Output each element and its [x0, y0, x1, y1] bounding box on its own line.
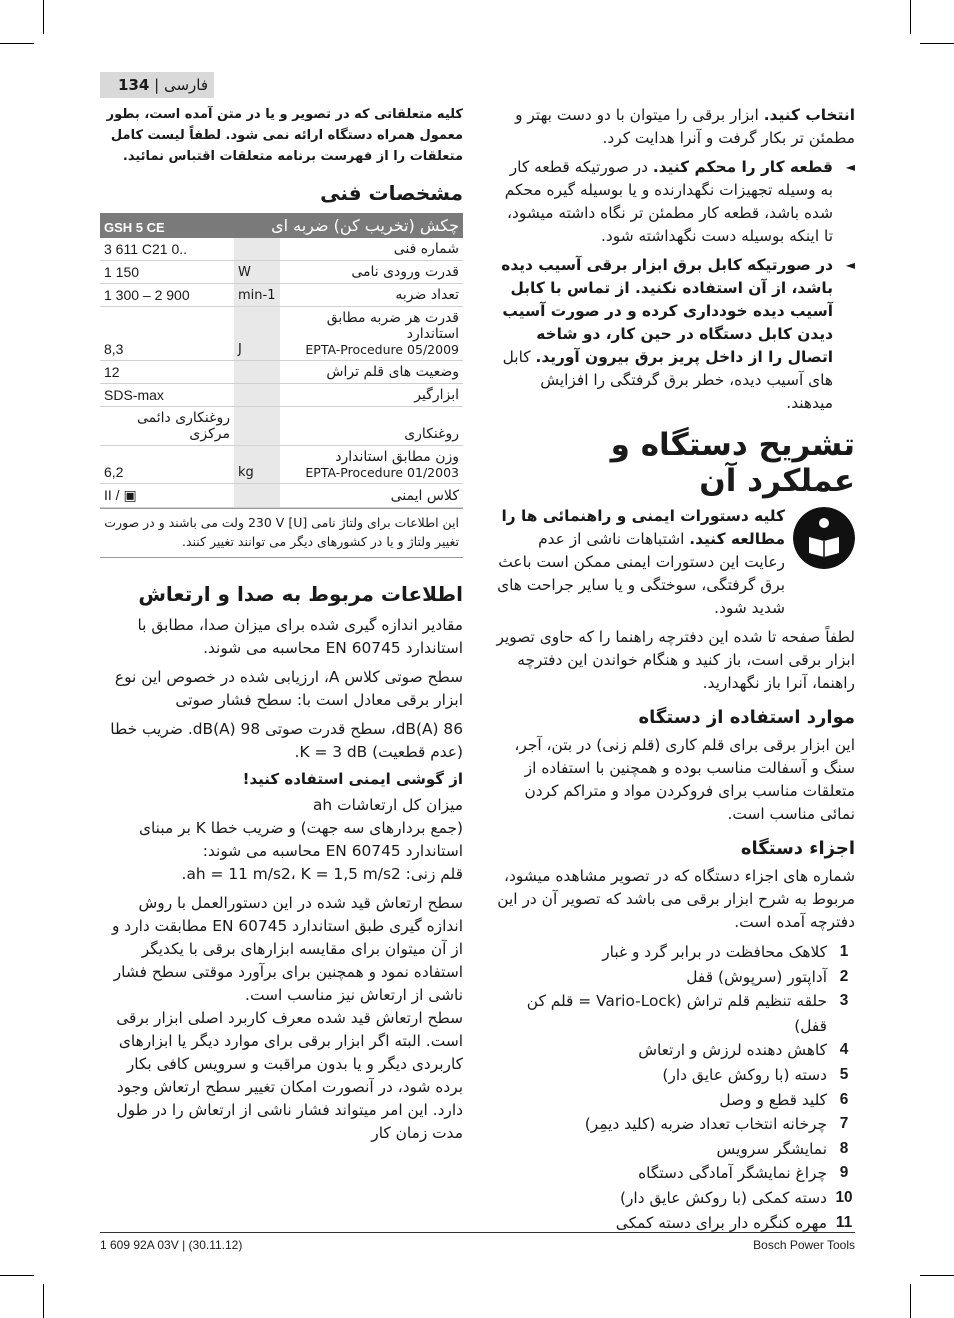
part-text: آداپتور (سرپوش) قفل: [686, 967, 827, 986]
bold-text: قطعه کار را محکم کنید.: [652, 158, 833, 176]
row-label-text: قدرت هر ضربه مطابق استاندارد: [326, 310, 459, 342]
main-heading: تشریح دستگاه و عملکرد آن: [610, 427, 855, 499]
row-unit: J: [234, 307, 280, 361]
right-column: [495, 104, 855, 1235]
footer-doc-id: 1 609 92A 03V | (30.11.12): [100, 1238, 243, 1252]
fold-note: لطفاً صفحه تا شده این دفترچه راهنما را که حاوی تصویر ابزار برقی است، باز کنید و هنگام خواندن این دفترچه راهنما، آنرا باز نگهدارید.: [496, 628, 855, 692]
row-label: وضعیت های قلم تراش: [280, 361, 463, 384]
crop-mark: [0, 43, 34, 44]
vibration-paragraph: (جمع بردارهای سه جهت) و ضریب خطا K بر مبنای استاندارد EN 60745 محاسبه می شوند:: [138, 819, 463, 860]
row-label: [280, 446, 463, 484]
row-label-text: وزن مطابق استاندارد: [335, 449, 459, 465]
vibration-paragraph: میزان کل ارتعاشات ah: [313, 796, 463, 814]
part-text: چرخانه انتخاب تعداد ضربه (کلید دیمِر): [584, 1115, 827, 1134]
footer-brand: Bosch Power Tools: [753, 1238, 855, 1252]
part-text: کلاهک محافظت در برابر گرد و غبار: [602, 943, 827, 961]
list-item: [495, 989, 855, 1038]
part-text: چراغ نمایشگر آمادگی دستگاه: [638, 1164, 827, 1183]
crop-mark: [43, 0, 44, 34]
tech-heading: مشخصات فنی: [320, 181, 463, 205]
page-header: [100, 72, 214, 98]
list-item: [495, 1112, 855, 1137]
table-head-model: GSH 5 CE: [100, 213, 234, 238]
ear-protection-warning: از گوشی ایمنی استفاده کنید!: [242, 770, 463, 788]
noise-paragraph: 86 dB(A)، سطح قدرت صوتی 98 dB(A). ضریب خطا (عدم قطعیت) K = 3 dB.: [110, 720, 463, 761]
part-text: مهره کنگره دار برای دسته کمکی: [615, 1213, 827, 1232]
row-unit: [234, 384, 280, 407]
row-unit: W: [234, 261, 280, 284]
part-number: 10: [835, 1188, 853, 1206]
part-text: نمایشگر سرویس: [716, 1139, 827, 1158]
list-item: [495, 1161, 855, 1186]
row-label-sub: EPTA-Procedure 01/2003: [305, 465, 459, 480]
row-value: SDS-max: [100, 384, 234, 407]
list-item: [495, 1186, 855, 1211]
bold-text: انتخاب کنید.: [763, 106, 855, 124]
row-unit: [234, 407, 280, 446]
footer-divider: [100, 1232, 855, 1233]
row-unit: [234, 361, 280, 384]
table-row: [100, 307, 463, 361]
part-number: 4: [839, 1041, 849, 1059]
table-head-label: چکش (تخریب کن) ضربه ای: [234, 213, 463, 238]
body-text: کابل های آسیب دیده، خطر برق گرفتگی را افزایش میدهند.: [502, 348, 833, 412]
handle-paragraph: [495, 104, 855, 150]
row-value: 3 611 C21 0..: [100, 238, 234, 261]
row-unit: [234, 484, 280, 508]
row-label: شماره فنی: [280, 238, 463, 261]
bullet-item: [495, 254, 855, 415]
part-number: 3: [839, 992, 849, 1010]
row-value: 1 150: [100, 261, 234, 284]
page-number: 134: [118, 76, 150, 94]
row-value: II / ▣: [100, 484, 234, 508]
use-heading: موارد استفاده از دستگاه: [638, 707, 855, 728]
part-text: دسته (با روکش عایق دار): [662, 1065, 827, 1084]
row-label: کلاس ایمنی: [280, 484, 463, 508]
row-value: 8,3: [100, 307, 234, 361]
part-number: 5: [839, 1065, 849, 1083]
table-row: [100, 407, 463, 446]
table-row: [100, 484, 463, 508]
part-number: 9: [839, 1164, 849, 1182]
part-number: 6: [839, 1090, 849, 1108]
part-number: 2: [839, 967, 849, 985]
table-row: [100, 384, 463, 407]
parts-heading: اجزاء دستگاه: [740, 838, 855, 859]
body-text: اشتباهات ناشی از عدم رعایت این دستورات ایمنی ممکن است باعث برق گرفتگی، سوختگی و یا سایر جراحت های شدید شود.: [497, 530, 785, 617]
table-row: [100, 238, 463, 261]
list-item: [495, 1137, 855, 1162]
part-number: 8: [839, 1139, 849, 1157]
row-label: روغنکاری: [280, 407, 463, 446]
bold-text: در صورتیکه کابل برق ابزار برقی آسیب دیده باشد، از آن استفاده نکنید. از تماس با کابل آسیب دیده خودداری کرده و در صورت آسیب دیدن کابل دستگاه در حین کار، دو شاخه اتصال را از داخل پریز برق بیرون آورید.: [501, 256, 833, 366]
row-value: روغنکاری دائمی مرکزی: [100, 407, 234, 446]
bullet-item: [495, 156, 855, 248]
noise-paragraph: سطح صوتی کلاس A، ارزیابی شده در خصوص این نوع ابزار برقی معادل است با: سطح فشار صوتی: [114, 668, 463, 709]
safety-block: [495, 505, 855, 626]
list-item: [495, 1063, 855, 1088]
safety-text: [495, 505, 785, 620]
table-row: [100, 261, 463, 284]
table-note: این اطلاعات برای ولتاژ نامی [U] 230 V ولت می باشند و در صورت تغییر ولتاژ و یا در کشورهای دیگر می توانند تغییر کنند.: [100, 508, 463, 558]
crop-mark: [920, 1275, 954, 1276]
crop-mark: [920, 43, 954, 44]
body-text: در صورتیکه قطعه کار به وسیله تجهیزات نگهدارنده و یا بوسیله گیره محکم شده باشد، قطعه کار مطمئن تر نگاه داشته میشود، تا اینکه بوسیله دست نگهداشته شود.: [504, 158, 833, 245]
row-label-sub: EPTA-Procedure 05/2009: [305, 342, 459, 357]
header-language: فارسی: [163, 76, 208, 94]
noise-heading: اطلاعات مربوط به صدا و ارتعاش: [138, 582, 463, 606]
left-column: [100, 104, 463, 1145]
use-text: این ابزار برقی برای قلم کاری (قلم زنی) در بتن، آجر، سنگ و آسفالت مناسب بوده و همچنین با استفاده از متعلقات مناسب برای فروکردن مواد و متراکم کردن نمائی مناسب است.: [514, 736, 855, 823]
part-text: حلقه تنظیم قلم تراش (Vario-Lock = قلم کن قفل): [526, 992, 827, 1035]
parts-intro: شماره های اجزاء دستگاه که در تصویر مشاهده میشود، مربوط به شرح ابزار برقی می باشد که تصویر آن در این دفترچه آمده است.: [497, 867, 855, 931]
row-unit: min-1: [234, 284, 280, 307]
row-value: 6,2: [100, 446, 234, 484]
tech-table: [100, 213, 463, 508]
crop-mark: [43, 1284, 44, 1318]
row-label: ابزارگیر: [280, 384, 463, 407]
crop-mark: [910, 1284, 911, 1318]
bold-text: کلیه دستورات ایمنی و راهنمائی ها را مطالعه کنید.: [501, 507, 785, 548]
header-separator: |: [149, 76, 164, 94]
table-row: [100, 361, 463, 384]
list-item: [495, 1088, 855, 1113]
vibration-paragraph: قلم زنی: ah = 11 m/s2، K = 1,5 m/s2.: [181, 865, 463, 883]
list-item: [495, 965, 855, 990]
part-text: کاهش دهنده لرزش و ارتعاش: [638, 1041, 827, 1060]
part-text: دسته کمکی (با روکش عایق دار): [619, 1188, 827, 1207]
row-value: 1 300 – 2 900: [100, 284, 234, 307]
body-text: ابزار برقی را میتوان با دو دست بهتر و مطمئن تر بکار گرفت و آنرا هدایت کرد.: [515, 106, 855, 147]
table-row: [100, 446, 463, 484]
part-text: کلید قطع و وصل: [719, 1090, 827, 1109]
row-label: [280, 307, 463, 361]
vibration-paragraph: سطح ارتعاش قید شده در این دستورالعمل با روش اندازه گیری طبق استاندارد EN 60745 مطابقت دارد و از آن میتوان برای مقایسه ابزارهای برقی با یکدیگر استفاده نمود و همچنین برای برآورد موقتی سطح فشار ناشی از ارتعاش نیز مناسب است.: [111, 894, 463, 1004]
list-item: [495, 940, 855, 965]
row-label: تعداد ضربه: [280, 284, 463, 307]
row-value: 12: [100, 361, 234, 384]
crop-mark: [910, 0, 911, 34]
part-number: 1: [839, 943, 849, 960]
list-item: [495, 1038, 855, 1063]
row-unit: [234, 238, 280, 261]
part-number: 7: [839, 1115, 849, 1133]
vibration-paragraph: سطح ارتعاش قید شده معرف کاربرد اصلی ابزار برقی است. البته اگر ابزار برقی برای موارد دیگر یا ابزارهای کاربردی دیگر و یا بدون مراقبت و سرویس کافی بکار برده شود، در آنصورت امکان تغییر سطح ارتعاش وجود دارد. این امر میتواند فشار ناشی از ارتعاش را در طول مدت زمان کار: [116, 1009, 463, 1142]
row-label: قدرت ورودی نامی: [280, 261, 463, 284]
noise-paragraph: مقادیر اندازه گیری شده برای میزان صدا، مطابق با استاندارد EN 60745 محاسبه می شوند.: [137, 616, 463, 657]
crop-mark: [0, 1275, 34, 1276]
parts-list: [495, 940, 855, 1235]
row-unit: kg: [234, 446, 280, 484]
accessories-note: کلیه متعلقاتی که در تصویر و یا در متن آمده است، بطور معمول همراه دستگاه ارائه نمی شود. لطفاً لیست کامل متعلقات را از فهرست برنامه متعلقات اقتباس نمائید.: [106, 107, 463, 164]
read-manual-icon: [793, 507, 855, 569]
table-row: [100, 284, 463, 307]
part-number: 11: [835, 1213, 853, 1231]
